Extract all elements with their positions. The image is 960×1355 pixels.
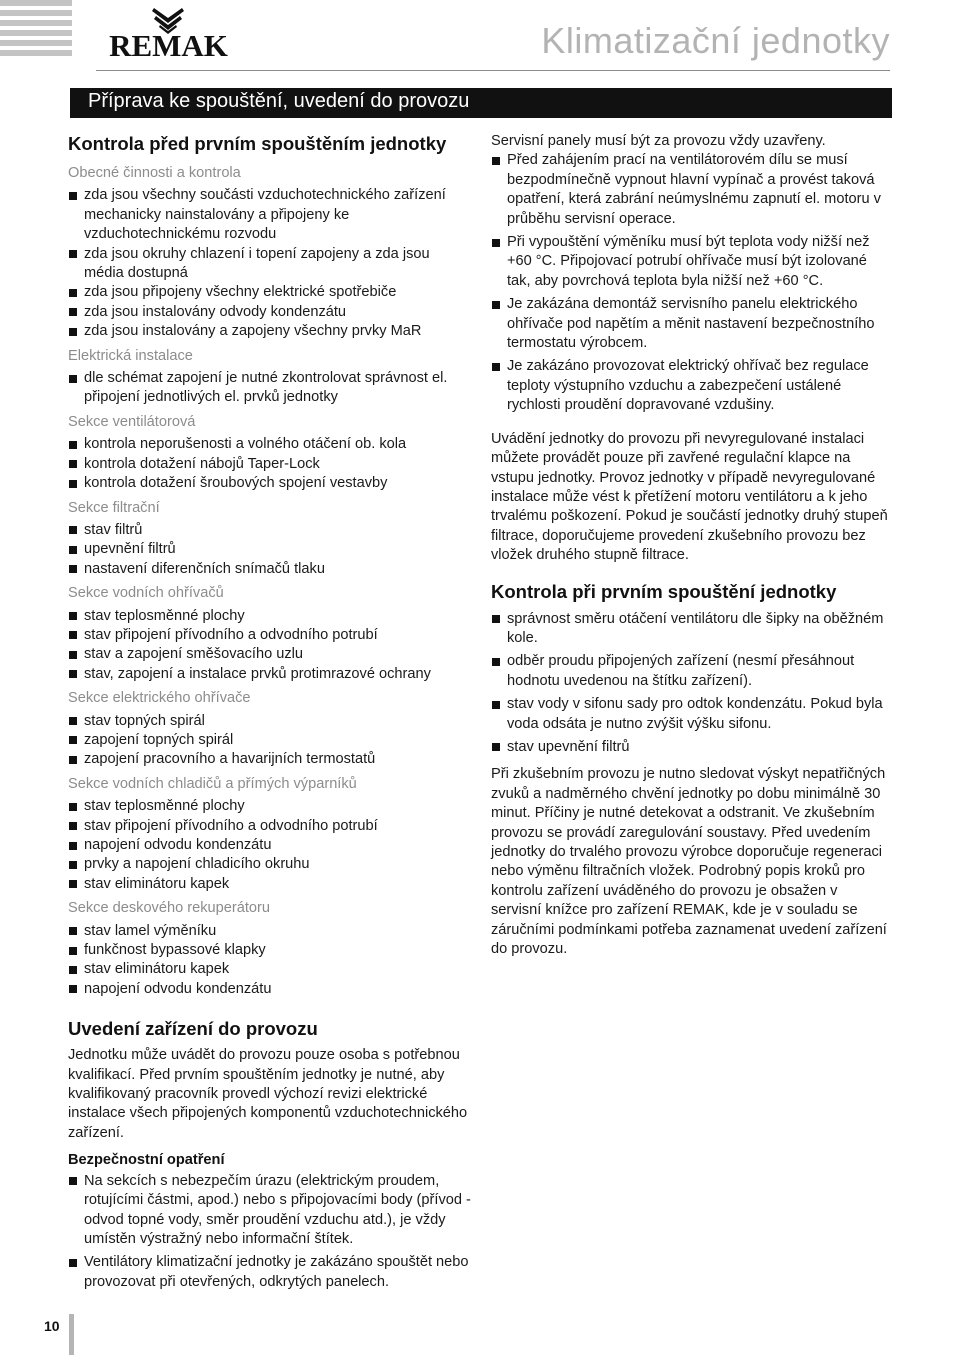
list-item: stav, zapojení a instalace prvků protimrazové ochrany — [68, 665, 473, 684]
list-item: stav upevnění filtrů — [491, 738, 891, 757]
list-item: kontrola dotažení šroubových spojení vestavby — [68, 474, 473, 493]
list-item: odběr proudu připojených zařízení (nesmí přesáhnout hodnotu uvedenou na štítku zařízení). — [491, 652, 891, 691]
intro-text: Servisní panely musí být za provozu vždy uzavřeny. — [491, 133, 826, 149]
list-item: stav eliminátoru kapek — [68, 875, 473, 894]
group-electric-heater — [68, 689, 473, 770]
group-fan — [68, 413, 473, 494]
page-number: 10 — [44, 1318, 60, 1334]
list-item: kontrola neporušenosti a volného otáčení ob. kola — [68, 435, 473, 454]
group-water-heaters — [68, 584, 473, 684]
warning-item: Před zahájením prací na ventilátorovém dílu se musí bezpodmínečně vypnout hlavní vypínač a provést taková opatření, která zabrání neúmyslnému zapnutí el. motoru v průběhu servisní operace. — [491, 151, 891, 229]
group-plate-recuperator — [68, 899, 473, 999]
list-item: zapojení topných spirál — [68, 731, 473, 750]
left-column — [68, 132, 473, 1292]
right-column — [491, 132, 891, 959]
list-item: upevnění filtrů — [68, 540, 473, 559]
list-item: napojení odvodu kondenzátu — [68, 980, 473, 999]
list-item: stav topných spirál — [68, 712, 473, 731]
test-run-text: Při zkušebním provozu je nutno sledovat výskyt nepatřičných zvuků a nadměrného chvění jednotky po dobu minimálně 30 minut. Příčiny je nutné detekovat a odstranit. Ve zkušebním provozu se provádí zaregulování soustavy. Před uvedením jednotky do trvalého provozu výrobce doporučuje regeneraci nebo výměnu filtračních vložek. Podrobný popis kroků pro kontrolu zařízení uváděného do provozu je obsažen v servisní knížce pro zařízení REMAK, kde je v souladu se záručními podmínkami potřeba zaznamenat uvedení zařízení do provozu. — [491, 766, 887, 958]
list-item: prvky a napojení chladicího okruhu — [68, 855, 473, 874]
group-filter — [68, 499, 473, 580]
list-item: stav lamel výměníku — [68, 922, 473, 941]
list-item: zda jsou všechny součásti vzduchotechnického zařízení mechanicky nainstalovány a připojeny ke vzduchotechnickému rozvodu — [68, 186, 473, 244]
warning-item: Při vypouštění výměníku musí být teplota vody nižší než +60 °C. Připojovací potrubí ohřívače musí být izolované tak, aby povrchová teplota byla nižší než +60 °C. — [491, 233, 891, 291]
list-item: zda jsou připojeny všechny elektrické spotřebiče — [68, 283, 473, 302]
commission-text: Jednotku může uvádět do provozu pouze osoba s potřebnou kvalifikací. Před prvním spouštěním jednotky je nutné, aby kvalifikovaný pracovník provedl výchozí revizi elektrické instalace všech připojených komponentů vzduchotechnického zařízení. — [68, 1047, 468, 1141]
header-divider — [96, 70, 890, 71]
group-coolers — [68, 775, 473, 894]
section-title-bar — [70, 88, 892, 118]
warning-item: Je zakázána demontáž servisního panelu elektrického ohřívače pod napětím a měnit nastavení bezpečnostního termostatu výrobcem. — [491, 295, 891, 353]
group-general — [68, 164, 473, 342]
list-item: zda jsou instalovány a zapojeny všechny prvky MaR — [68, 322, 473, 341]
group-heading: Sekce elektrického ohřívače — [68, 690, 251, 707]
remak-logo — [86, 6, 251, 64]
group-heading: Elektrická instalace — [68, 347, 193, 364]
list-item: správnost směru otáčení ventilátoru dle šipky na oběžném kole. — [491, 610, 891, 649]
list-item: stav a zapojení směšovacího uzlu — [68, 645, 473, 664]
group-heading: Sekce vodních chladičů a přímých výparníků — [68, 775, 357, 792]
group-electrical — [68, 347, 473, 408]
list-item: stav eliminátoru kapek — [68, 960, 473, 979]
page-marker-bar — [69, 1314, 74, 1355]
list-item: stav filtrů — [68, 521, 473, 540]
group-heading: Sekce ventilátorová — [68, 413, 196, 430]
list-item: funkčnost bypassové klapky — [68, 941, 473, 960]
list-item: Na sekcích s nebezpečím úrazu (elektrickým proudem, rotujícími částmi, apod.) nebo s připojovacími body (přívod - odvod topné vody, směr proudění vzduchu atd.), je vždy umístěn výstražný nebo informační štítek. — [68, 1172, 473, 1250]
first-start-heading: Kontrola při prvním spouštění jednotky — [491, 580, 837, 602]
document-series-title: Klimatizační jednotky — [541, 20, 890, 61]
list-item: stav teplosměnné plochy — [68, 797, 473, 816]
list-item: nastavení diferenčních snímačů tlaku — [68, 560, 473, 579]
list-item: kontrola dotažení nábojů Taper-Lock — [68, 455, 473, 474]
group-heading: Obecné činnosti a kontrola — [68, 165, 241, 181]
list-item: stav teplosměnné plochy — [68, 607, 473, 626]
list-item: dle schémat zapojení je nutné zkontrolovat správnost el. připojení jednotlivých el. prvků jednotky — [68, 369, 473, 408]
check-heading: Kontrola před prvním spouštěním jednotky — [68, 133, 447, 154]
warning-item: Je zakázáno provozovat elektrický ohřívač bez regulace teploty výstupního vzduchu a zabezpečení ustálené rychlosti proudění dopravované vzdušiny. — [491, 357, 891, 415]
list-item: stav vody v sifonu sady pro odtok kondenzátu. Pokud byla voda odsáta je nutno zvýšit výšku sifonu. — [491, 695, 891, 734]
list-item: napojení odvodu kondenzátu — [68, 836, 473, 855]
list-item: zda jsou okruhy chlazení i topení zapojeny a zda jsou média dostupná — [68, 245, 473, 284]
section-title: Příprava ke spouštění, uvedení do provozu — [88, 90, 470, 112]
list-item: zda jsou instalovány odvody kondenzátu — [68, 303, 473, 322]
group-heading: Sekce vodních ohřívačů — [68, 585, 224, 602]
logo-wordmark: REMAK — [109, 28, 228, 63]
list-item: stav připojení přívodního a odvodního potrubí — [68, 817, 473, 836]
header-stripes — [0, 0, 72, 64]
list-item: zapojení pracovního a havarijních termostatů — [68, 750, 473, 769]
list-item: stav připojení přívodního a odvodního potrubí — [68, 626, 473, 645]
group-heading: Sekce deskového rekuperátoru — [68, 900, 271, 917]
group-heading: Sekce filtrační — [68, 499, 160, 516]
list-item: Ventilátory klimatizační jednotky je zakázáno spouštět nebo provozovat při otevřených, odkrytých panelech. — [68, 1253, 473, 1292]
unregulated-text: Uvádění jednotky do provozu při nevyregulované instalaci můžete provádět pouze při zavřené regulační klapce na vstupu jednotky. Provoz jednotky v případě nevyregulované instalace může vést k přetížení motoru ventilátoru a k jeho trvalému poškození. Pokud je součástí jednotky druhý stupeň filtrace, doporučujeme provedení zkušebního provozu bez vložek druhého stupně filtrace. — [491, 430, 888, 564]
commission-heading: Uvedení zařízení do provozu — [68, 1018, 318, 1040]
safety-heading: Bezpečnostní opatření — [68, 1152, 225, 1169]
